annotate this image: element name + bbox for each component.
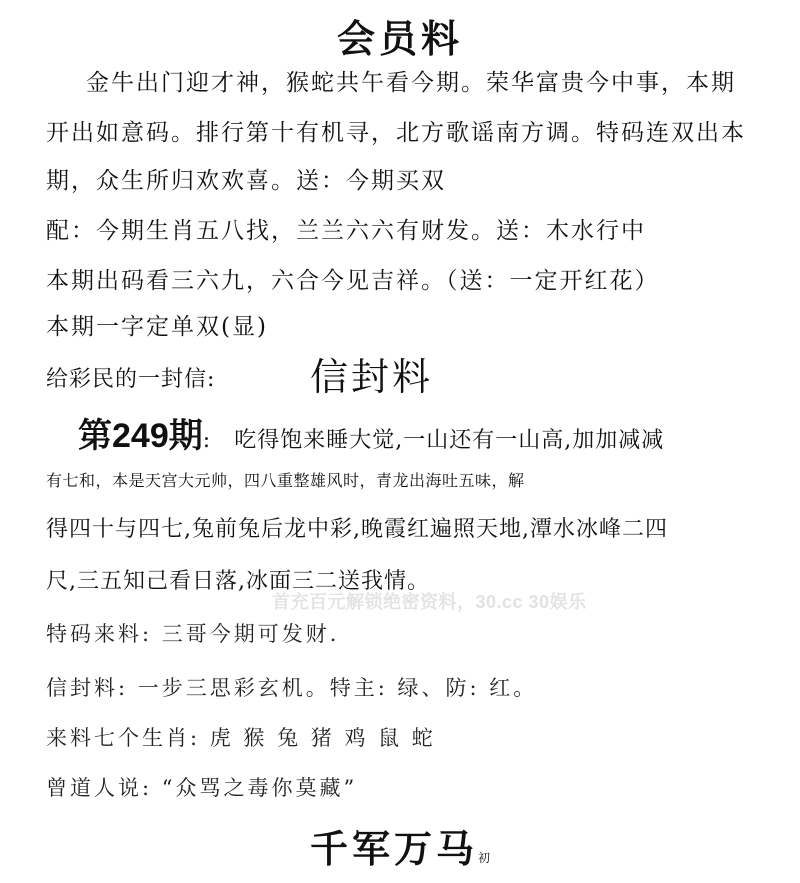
- footer-heading: [0, 818, 800, 873]
- member-line-3: 期，众生所归欢欢喜。送：今期买双: [46, 168, 446, 194]
- member-line-5: 本期出码看三六九，六合今见吉祥。（送：一定开红花）: [46, 268, 660, 294]
- footer-mark: 初: [478, 851, 491, 865]
- footer-title: 千军万马: [309, 826, 478, 871]
- member-line-4: 配：今期生肖五八找，兰兰六六有财发。送：木水行中: [46, 218, 646, 244]
- member-line-2: 开出如意码。排行第十有机寻，北方歌谣南方调。特码连双出本: [46, 120, 746, 146]
- period-colon: :: [202, 428, 212, 453]
- note-line-3: 来料七个生肖: 虎 猴 兔 猪 鸡 鼠 蛇: [46, 726, 436, 750]
- letter-label: 给彩民的一封信:: [46, 367, 216, 392]
- note-line-1: 特码来料: 三哥今期可发财.: [46, 622, 340, 646]
- member-line-6: 本期一字定单双(显): [46, 314, 268, 340]
- note-line-4: 曾道人说: “众骂之毒你莫藏”: [46, 776, 358, 800]
- period-number: 第249期: [78, 417, 203, 455]
- poem-line-2: 有七和，本是天宫大元帅，四八重整雄风时，青龙出海吐五味，解: [46, 471, 525, 490]
- poem-line-1-text: 吃得饱来睡大觉,一山还有一山高,加加减减: [234, 428, 665, 453]
- poem-line-3: 得四十与四七,兔前兔后龙中彩,晚霞红遍照天地,潭水冰峰二四: [46, 517, 668, 542]
- letter-title: 信封料: [310, 355, 434, 399]
- note-line-2: 信封料: 一步三思彩玄机。特主: 绿、防: 红。: [46, 676, 538, 700]
- poem-line-4: 尺,三五知己看日落,冰面三二送我情。: [46, 569, 430, 594]
- page-title: [0, 8, 800, 63]
- poem-line-1: [78, 408, 664, 457]
- member-line-1: 金牛出门迎才神，猴蛇共午看今期。荣华富贵今中事，本期: [86, 70, 736, 96]
- watermark-text: 首充百元解锁绝密资料，30.cc 30娱乐: [272, 592, 587, 612]
- member-title: 会员料: [336, 16, 463, 61]
